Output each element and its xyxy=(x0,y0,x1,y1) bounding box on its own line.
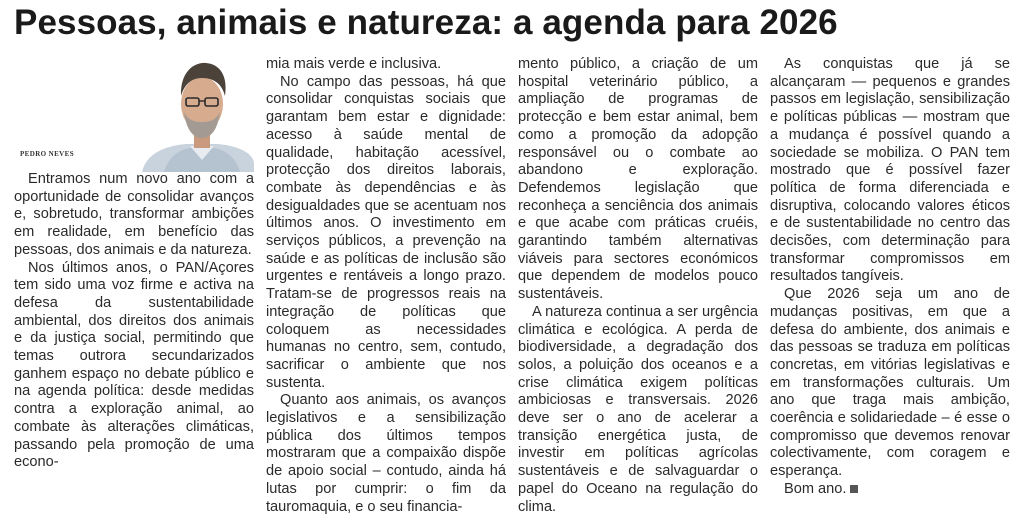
end-mark-icon xyxy=(850,485,858,493)
paragraph: Entramos num novo ano com a oportunidade de consolidar avanços e, sobretudo, transformar ambições em realidade, em benefício das pessoas, dos animais e da natureza. xyxy=(14,171,254,258)
article-column-3 xyxy=(518,56,758,516)
paragraph: Que 2026 seja um ano de mudanças positivas, em que a defesa do ambiente, dos animais e das pessoas se traduza em políticas concretas, em vitórias legislativas e em transformações culturais. Um ano que traga mais ambição, coerência e solidariedade – é esse o compromisso que devemos renovar colectivamente, com coragem e esperança. xyxy=(770,286,1010,480)
article-column-4 xyxy=(770,56,1010,499)
paragraph-continuation: mia mais verde e inclusiva. xyxy=(266,56,442,72)
closing-line xyxy=(770,481,1010,499)
headline: Pessoas, animais e natureza: a agenda para 2026 xyxy=(14,3,838,42)
closing-text: Bom ano. xyxy=(784,480,847,497)
author-name: PEDRO NEVES xyxy=(20,150,74,158)
article-column-2 xyxy=(266,56,506,516)
paragraph: Nos últimos anos, o PAN/Açores tem sido uma voz firme e activa na defesa da sustentabilidade ambiental, dos direitos dos animais e da justiça social, permitindo que temas outrora secundarizados ganhem espaço no debate público e na agenda política: desde medidas contra a exploração animal, ao combate às alterações climáticas, passando pela promoção de uma econo- xyxy=(14,259,254,471)
paragraph-continuation: mento público, a criação de um hospital veterinário público, a ampliação de programas de protecção e bem estar animal, bem como a promoção da adopção responsável ou o combate ao abandono e exploração. Defendemos legislação que reconheça a senciência dos animais e que acabe com práticas cruéis, garantindo também alternativas viáveis para sectores económicos que dependem de modelos pouco sustentáveis. xyxy=(518,56,758,303)
article-column-1 xyxy=(14,171,254,471)
paragraph: A natureza continua a ser urgência climática e ecológica. A perda de biodiversidade, a degradação dos solos, a poluição dos oceanos e a crise climática exigem políticas ambiciosas e transversais. 2026 deve ser o ano de acelerar a transição energética justa, de investir em políticas agrícolas sustentáveis e de salvaguardar o papel do Oceano na regulação do clima. xyxy=(518,303,758,515)
paragraph: Quanto aos animais, os avanços legislativos e a sensibilização pública dos últimos tempos mostraram que a compaixão dispõe de apoio social – contudo, ainda há lutas por cumprir: o fim da tauromaquia, e o seu financia- xyxy=(266,392,506,515)
paragraph: As conquistas que já se alcançaram — pequenos e grandes passos em legislação, sensibilização e políticas públicas — mostram que a mudança é possível quando a sociedade se mobiliza. O PAN tem mostrado que é possível fazer política de forma diferenciada e disruptiva, colocando valores éticos e de sustentabilidade no centro das decisões, com determinação para transformar compromissos em resultados tangíveis. xyxy=(770,56,1010,285)
paragraph: No campo das pessoas, há que consolidar conquistas sociais que garantam bem estar e dignidade: acesso à saúde mental de qualidade, habitação acessível, protecção dos direitos laborais, combate às dependências e às desigualdades que se acentuam nos últimos anos. O investimento em serviços públicos, a prevenção na saúde e as políticas de inclusão são urgentes e rentáveis a longo prazo. Tratam-se de progressos reais na integração de políticas que coloquem as necessidades humanas no centro, sem, contudo, sacrificar o ambiente que nos sustenta. xyxy=(266,73,506,391)
author-photo xyxy=(14,54,254,172)
